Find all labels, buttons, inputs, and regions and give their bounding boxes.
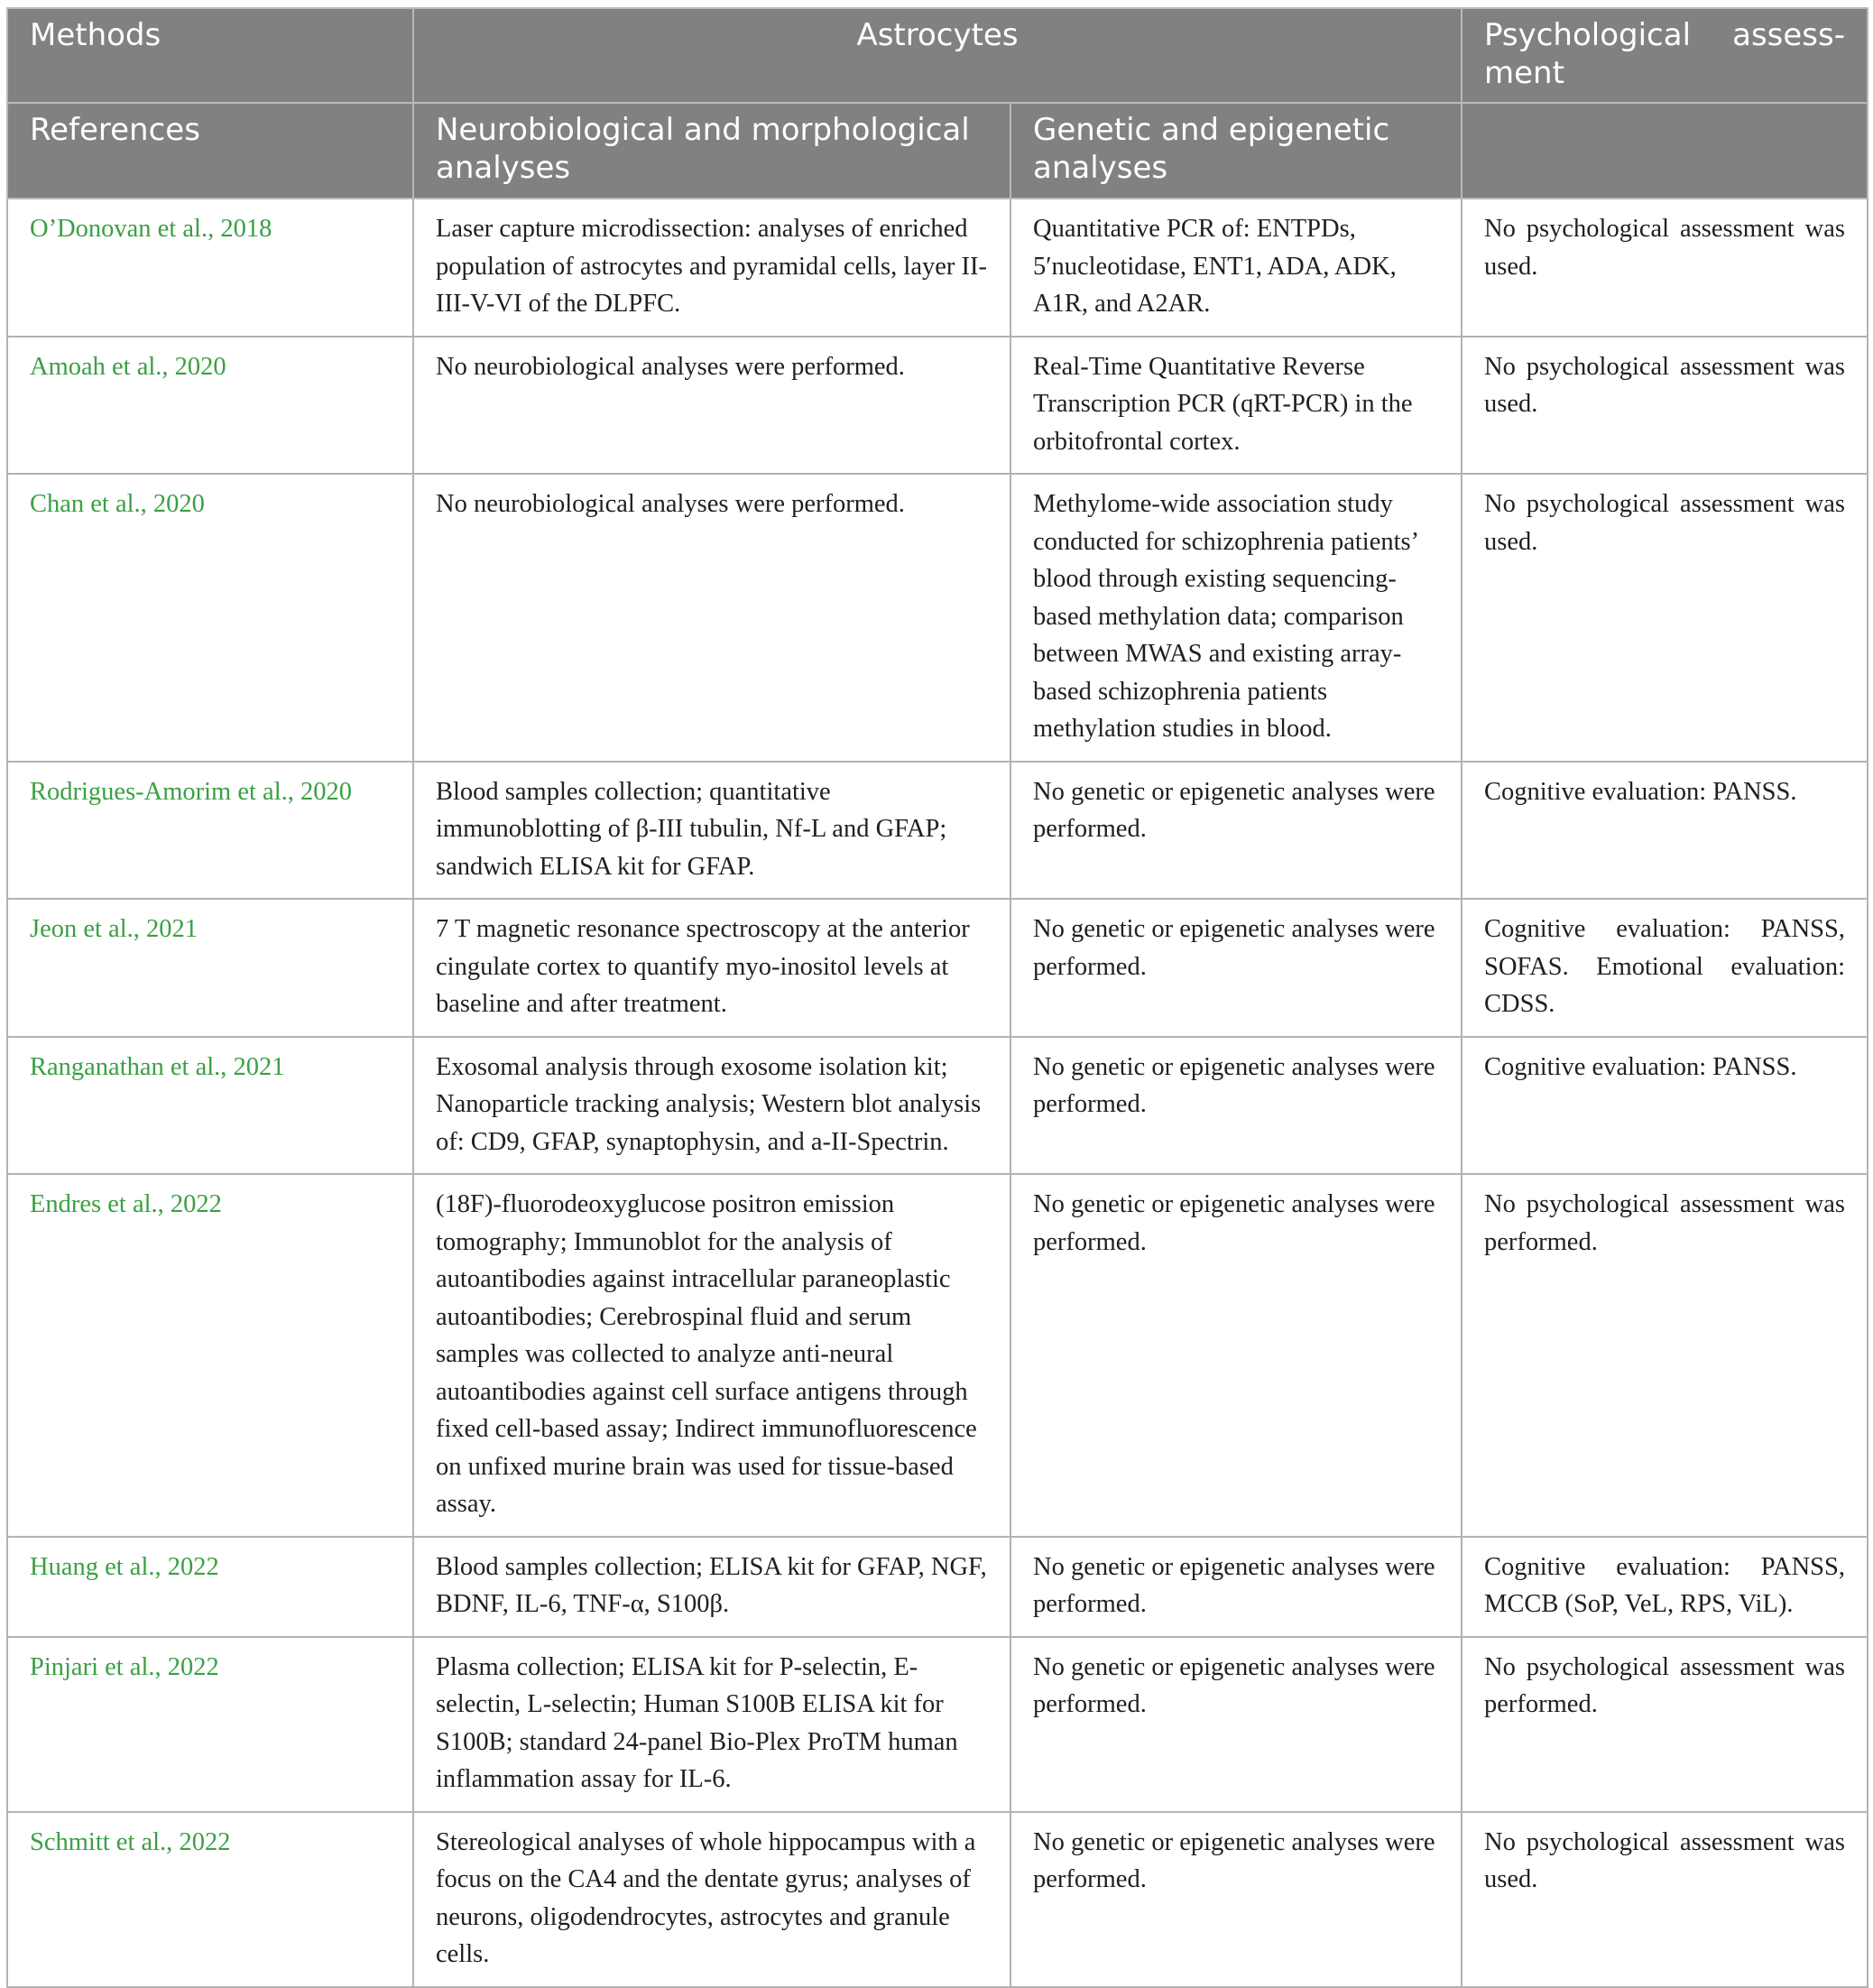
reference-link[interactable]: [30, 1828, 230, 1856]
table-row: [7, 1037, 1868, 1175]
reference-link[interactable]: [30, 490, 205, 518]
psychological-cell: Cognitive evaluation: PANSS.: [1462, 1037, 1868, 1175]
header-references: References: [7, 103, 413, 199]
reference-authors: Rodrigues-Amorim et al.,: [30, 777, 294, 806]
table-body: [7, 199, 1868, 1987]
reference-link[interactable]: [30, 915, 198, 943]
table-row: [7, 1174, 1868, 1537]
reference-authors: Huang et al.,: [30, 1552, 161, 1581]
reference-year: 2020: [152, 490, 205, 518]
table-row: [7, 337, 1868, 475]
reference-cell: [7, 762, 413, 900]
neurobiological-cell: Laser capture microdissection: analyses of enriched population of astrocytes and pyramidal cells, layer II-III-V-VI of the DLPFC.: [413, 199, 1010, 337]
genetic-cell: Methylome-wide association study conducted for schizophrenia patients’ blood through existing sequencing-based methylation data; comparison between MWAS and existing array-based schizophrenia patients methylation studies in blood.: [1010, 474, 1462, 762]
header-psychological-assessment: Psychological assess-ment: [1462, 8, 1868, 103]
neurobiological-cell: Stereological analyses of whole hippocampus with a focus on the CA4 and the dentate gyrus; analyses of neurons, oligodendrocytes, astrocytes and granule cells.: [413, 1812, 1010, 1987]
reference-authors: O’Donovan et al.,: [30, 215, 215, 243]
table-row: [7, 1812, 1868, 1987]
reference-year: 2021: [233, 1052, 285, 1081]
neurobiological-cell: Blood samples collection; quantitative immunoblotting of β-III tubulin, Nf-L and GFAP; sandwich ELISA kit for GFAP.: [413, 762, 1010, 900]
genetic-cell: Real-Time Quantitative Reverse Transcription PCR (qRT-PCR) in the orbitofrontal cortex.: [1010, 337, 1462, 475]
neurobiological-cell: Exosomal analysis through exosome isolation kit; Nanoparticle tracking analysis; Western blot analysis of: CD9, GFAP, synaptophysin, and a-II-Spectrin.: [413, 1037, 1010, 1175]
reference-cell: [7, 1812, 413, 1987]
psychological-cell: No psychological assessment was used.: [1462, 199, 1868, 337]
header-methods: Methods: [7, 8, 413, 103]
genetic-cell: No genetic or epigenetic analyses were performed.: [1010, 899, 1462, 1037]
psychological-cell: Cognitive evaluation: PANSS.: [1462, 762, 1868, 900]
reference-cell: [7, 474, 413, 762]
reference-link[interactable]: [30, 1653, 219, 1681]
reference-link[interactable]: [30, 778, 352, 806]
genetic-cell: No genetic or epigenetic analyses were performed.: [1010, 1537, 1462, 1637]
header-row-1: [7, 8, 1868, 103]
genetic-cell: No genetic or epigenetic analyses were performed.: [1010, 762, 1462, 900]
genetic-cell: Quantitative PCR of: ENTPDs, 5′nucleotidase, ENT1, ADA, ADK, A1R, and A2AR.: [1010, 199, 1462, 337]
header-neurobiological: Neurobiological and morphological analyses: [413, 103, 1010, 199]
reference-cell: [7, 1537, 413, 1637]
psychological-cell: No psychological assessment was used.: [1462, 1812, 1868, 1987]
reference-authors: Pinjari et al.,: [30, 1652, 161, 1681]
reference-cell: [7, 899, 413, 1037]
reference-authors: Amoah et al.,: [30, 352, 169, 381]
reference-cell: [7, 1174, 413, 1537]
reference-authors: Chan et al.,: [30, 490, 147, 518]
reference-authors: Schmitt et al.,: [30, 1827, 173, 1856]
table-row: [7, 899, 1868, 1037]
reference-cell: [7, 199, 413, 337]
reference-year: 2020: [300, 777, 352, 806]
reference-year: 2022: [167, 1552, 219, 1581]
reference-cell: [7, 1037, 413, 1175]
header-genetic: Genetic and epigenetic analyses: [1010, 103, 1462, 199]
reference-year: 2020: [174, 352, 226, 381]
neurobiological-cell: No neurobiological analyses were performed.: [413, 474, 1010, 762]
reference-link[interactable]: [30, 1053, 285, 1081]
reference-year: 2022: [179, 1827, 231, 1856]
reference-authors: Jeon et al.,: [30, 915, 140, 943]
neurobiological-cell: 7 T magnetic resonance spectroscopy at the anterior cingulate cortex to quantify myo-inositol levels at baseline and after treatment.: [413, 899, 1010, 1037]
genetic-cell: No genetic or epigenetic analyses were performed.: [1010, 1174, 1462, 1537]
reference-link[interactable]: [30, 215, 272, 243]
psychological-cell: No psychological assessment was used.: [1462, 337, 1868, 475]
psychological-cell: No psychological assessment was performed.: [1462, 1637, 1868, 1812]
table-row: [7, 762, 1868, 900]
reference-year: 2022: [170, 1190, 222, 1218]
psychological-cell: No psychological assessment was performed.: [1462, 1174, 1868, 1537]
header-astrocytes: Astrocytes: [413, 8, 1462, 103]
reference-year: 2021: [146, 915, 198, 943]
reference-cell: [7, 1637, 413, 1812]
neurobiological-cell: Blood samples collection; ELISA kit for GFAP, NGF, BDNF, IL-6, TNF-α, S100β.: [413, 1537, 1010, 1637]
genetic-cell: No genetic or epigenetic analyses were performed.: [1010, 1812, 1462, 1987]
reference-link[interactable]: [30, 353, 226, 381]
reference-link[interactable]: [30, 1553, 219, 1581]
methods-table: [6, 7, 1868, 1988]
table-row: [7, 1637, 1868, 1812]
table-row: [7, 199, 1868, 337]
table-row: [7, 474, 1868, 762]
neurobiological-cell: (18F)-fluorodeoxyglucose positron emission tomography; Immunoblot for the analysis of autoantibodies against intracellular paraneoplastic autoantibodies; Cerebrospinal fluid and serum samples was collected to analyze anti-neural autoantibodies against cell surface antigens through fixed cell-based assay; Indirect immunofluorescence on unfixed murine brain was used for tissue-based assay.: [413, 1174, 1010, 1537]
genetic-cell: No genetic or epigenetic analyses were performed.: [1010, 1637, 1462, 1812]
genetic-cell: No genetic or epigenetic analyses were performed.: [1010, 1037, 1462, 1175]
neurobiological-cell: No neurobiological analyses were performed.: [413, 337, 1010, 475]
psychological-cell: No psychological assessment was used.: [1462, 474, 1868, 762]
table-row: [7, 1537, 1868, 1637]
header-blank: [1462, 103, 1868, 199]
neurobiological-cell: Plasma collection; ELISA kit for P-selectin, E-selectin, L-selectin; Human S100B ELISA kit for S100B; standard 24-panel Bio-Plex ProTM human inflammation assay for IL-6.: [413, 1637, 1010, 1812]
reference-link[interactable]: [30, 1190, 222, 1218]
header-row-2: [7, 103, 1868, 199]
reference-year: 2022: [167, 1652, 219, 1681]
reference-year: 2018: [220, 215, 272, 243]
psychological-cell: Cognitive evaluation: PANSS, MCCB (SoP, VeL, RPS, ViL).: [1462, 1537, 1868, 1637]
reference-authors: Endres et al.,: [30, 1190, 164, 1218]
reference-cell: [7, 337, 413, 475]
reference-authors: Ranganathan et al.,: [30, 1052, 227, 1081]
psychological-cell: Cognitive evaluation: PANSS, SOFAS. Emotional evaluation: CDSS.: [1462, 899, 1868, 1037]
